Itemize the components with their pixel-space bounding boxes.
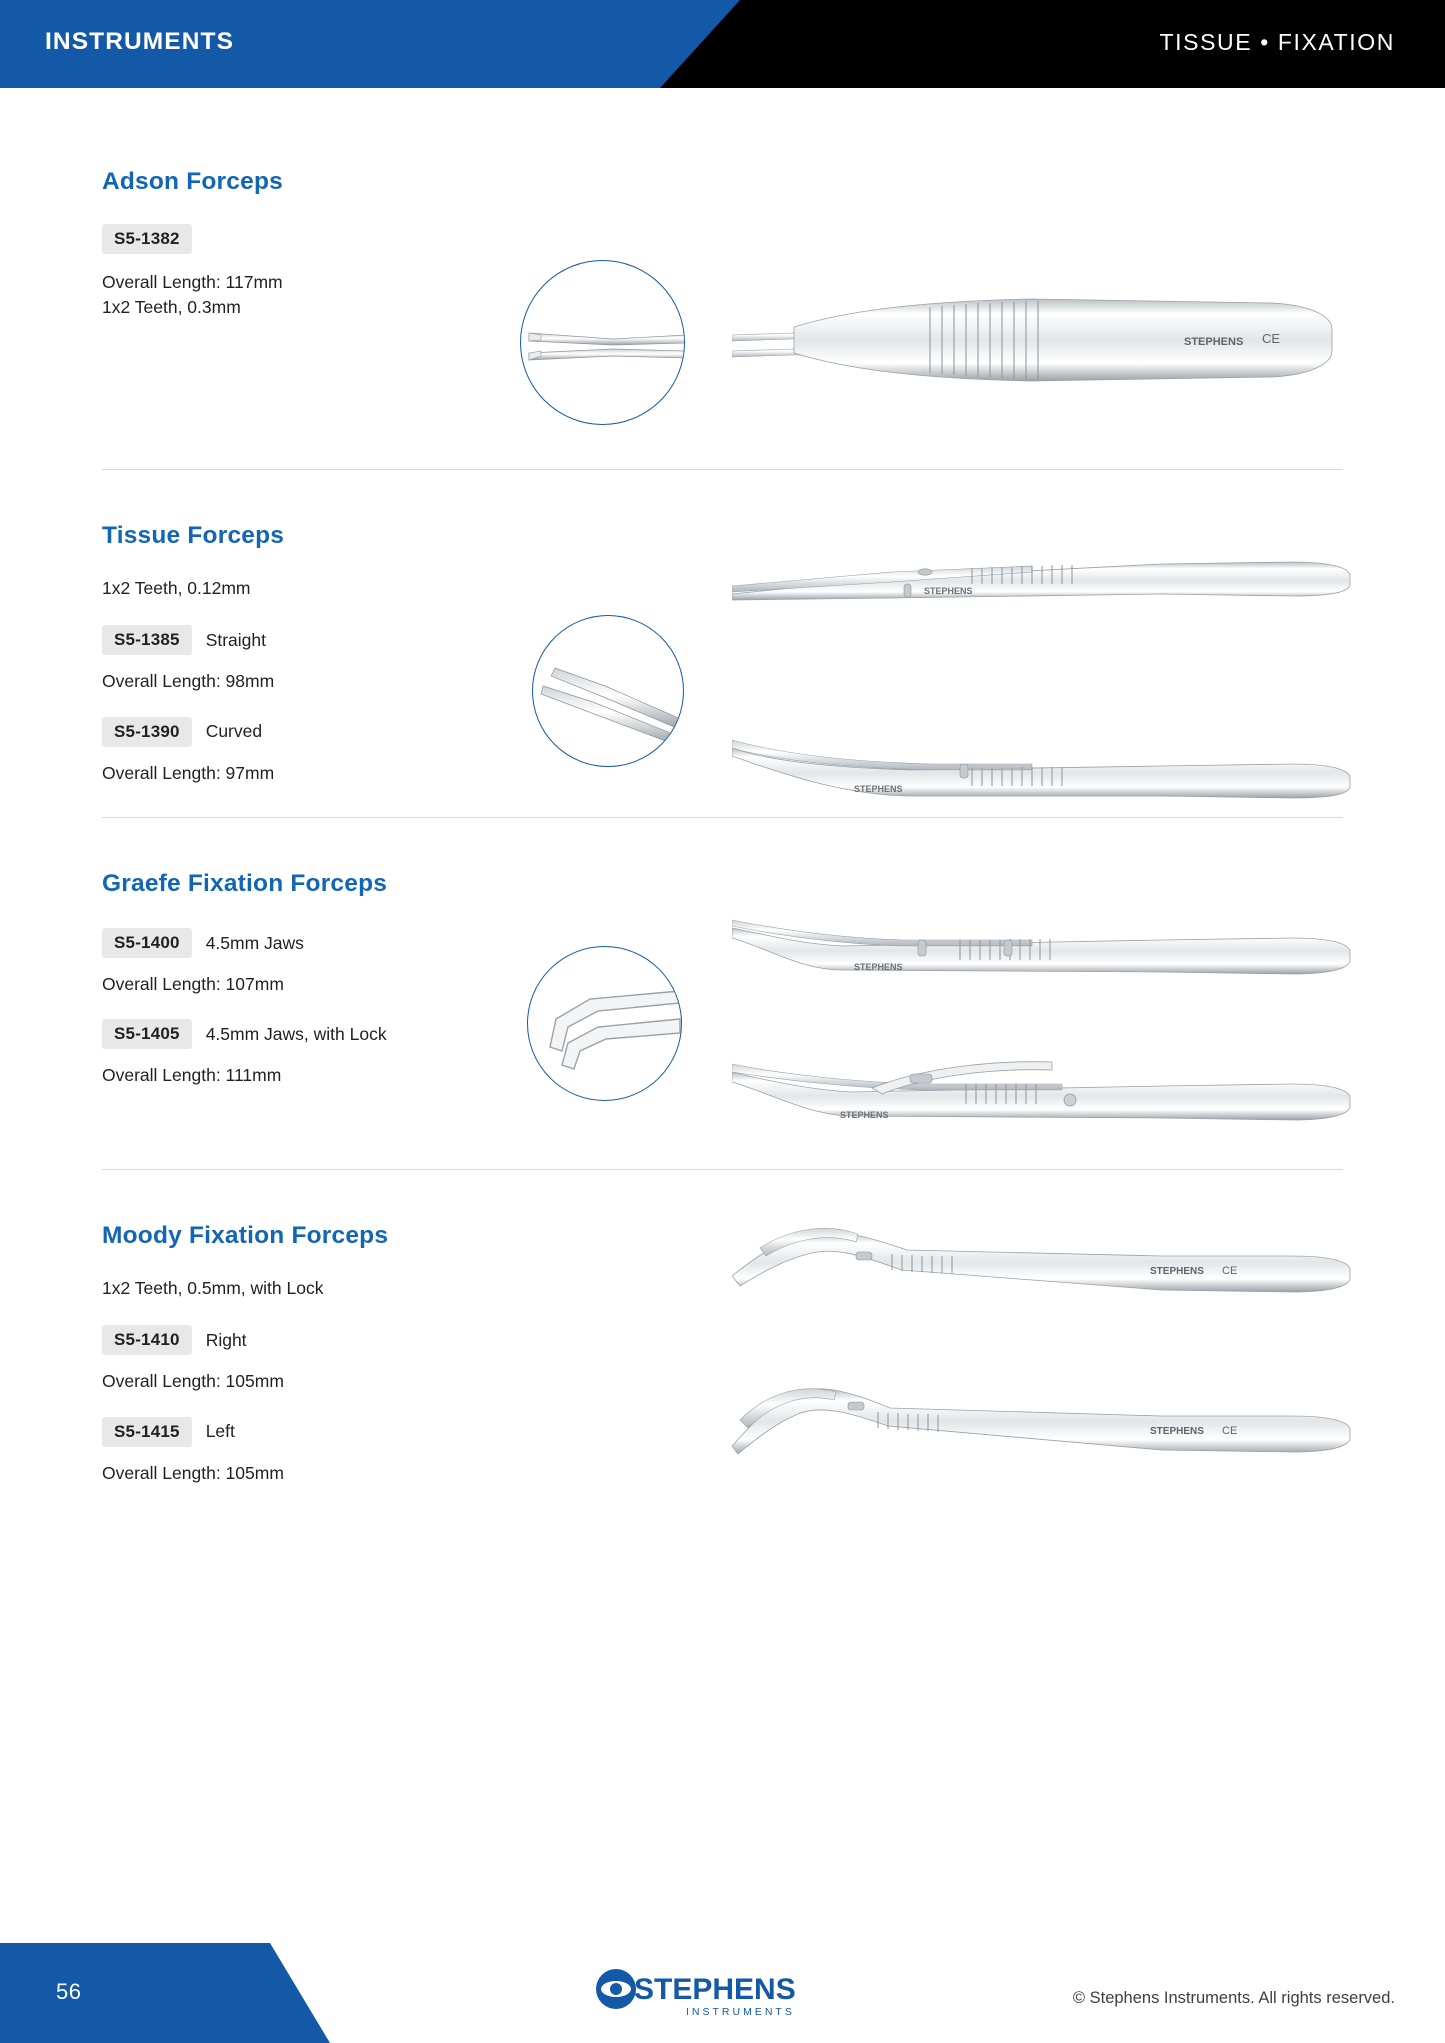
product-spec-length: Overall Length: 111mm <box>102 1065 282 1086</box>
section-subspec: 1x2 Teeth, 0.12mm <box>102 578 251 598</box>
product-code-badge: S5-1410 <box>102 1325 192 1355</box>
footer-copyright: © Stephens Instruments. All rights reserved. <box>1072 1989 1395 2007</box>
adson-forceps-illustration <box>732 273 1352 408</box>
product-code-badge: S5-1390 <box>102 717 192 747</box>
adson-left-column <box>102 88 502 321</box>
moody-left-column <box>102 1170 502 1486</box>
detail-callout-circle <box>520 260 685 425</box>
section-tissue-forceps <box>102 470 1343 818</box>
ce-mark-label: CE <box>1222 1425 1238 1437</box>
page-content <box>0 88 1445 1600</box>
section-title: Adson Forceps <box>102 168 283 195</box>
product-code-badge: S5-1385 <box>102 625 192 655</box>
svg-text:STEPHENS: STEPHENS <box>634 1973 796 2006</box>
section-subspec: 1x2 Teeth, 0.5mm, with Lock <box>102 1278 324 1298</box>
product-spec-length: Overall Length: 105mm <box>102 1462 284 1483</box>
section-graefe-fixation-forceps <box>102 818 1343 1170</box>
product-code-row <box>102 928 502 958</box>
product-code-desc: Straight <box>205 629 266 650</box>
product-code-row <box>102 1019 502 1049</box>
adson-tip-detail-icon <box>521 261 685 425</box>
product-spec-length: Overall Length: 117mm <box>102 272 283 292</box>
section-title: Tissue Forceps <box>102 522 285 549</box>
product-photo-s5-1382 <box>732 273 1352 408</box>
product-code-desc: Left <box>205 1421 235 1442</box>
product-code-row <box>102 625 502 655</box>
product-photo-s5-1410 <box>732 1212 1352 1312</box>
section-moody-fixation-forceps <box>102 1170 1343 1600</box>
product-code-badge: S5-1415 <box>102 1417 192 1447</box>
product-code-row <box>102 717 502 747</box>
moody-forceps-right-illustration <box>732 1212 1352 1312</box>
tissue-left-column <box>102 470 502 786</box>
detail-callout-circle <box>527 946 682 1101</box>
product-code-badge: S5-1400 <box>102 928 192 958</box>
footer-blue-wedge <box>0 1943 330 2043</box>
tissue-tip-detail-icon <box>533 616 684 767</box>
engraving-label: STEPHENS <box>1150 1266 1204 1277</box>
product-code-row <box>102 1417 502 1447</box>
engraving-label: STEPHENS <box>1184 336 1244 348</box>
ce-mark-label: CE <box>1262 331 1281 346</box>
product-code-desc: 4.5mm Jaws, with Lock <box>205 1023 387 1044</box>
section-adson-forceps <box>102 88 1343 470</box>
page-footer <box>0 1943 1445 2043</box>
product-spec-length: Overall Length: 105mm <box>102 1371 284 1392</box>
graefe-forceps-illustration <box>732 896 1352 996</box>
product-spec-length: Overall Length: 97mm <box>102 762 275 783</box>
header-left-title: INSTRUMENTS <box>45 28 235 55</box>
section-title: Moody Fixation Forceps <box>102 1222 389 1249</box>
engraving-label: STEPHENS <box>840 1110 889 1120</box>
graefe-tip-detail-icon <box>528 947 682 1101</box>
product-code-badge: S5-1382 <box>102 224 192 254</box>
product-code-desc: Right <box>205 1329 247 1350</box>
graefe-left-column <box>102 818 502 1089</box>
product-code-desc: Curved <box>205 721 263 742</box>
engraving-label: STEPHENS <box>1150 1426 1204 1437</box>
footer-logo <box>590 1963 850 2025</box>
header-right-title: TISSUE • FIXATION <box>1159 29 1395 55</box>
tissue-forceps-straight-illustration <box>732 542 1352 634</box>
engraving-label: STEPHENS <box>854 962 903 972</box>
product-spec-length: Overall Length: 98mm <box>102 671 275 692</box>
product-code-badge: S5-1405 <box>102 1019 192 1049</box>
svg-text:INSTRUMENTS: INSTRUMENTS <box>686 2006 795 2018</box>
product-code-row <box>102 1325 502 1355</box>
product-spec-length: Overall Length: 107mm <box>102 974 284 994</box>
ce-mark-label: CE <box>1222 1265 1238 1277</box>
product-photo-s5-1390 <box>732 718 1352 810</box>
page-number: 56 <box>56 1979 82 2004</box>
product-code-row <box>102 224 502 254</box>
product-spec-teeth: 1x2 Teeth, 0.3mm <box>102 297 241 318</box>
stephens-logo-icon <box>590 1963 850 2025</box>
product-code-desc: 4.5mm Jaws <box>205 932 304 953</box>
section-title: Graefe Fixation Forceps <box>102 870 388 897</box>
product-photo-s5-1405 <box>732 1028 1352 1138</box>
graefe-forceps-lock-illustration <box>732 1028 1352 1138</box>
moody-forceps-left-illustration <box>732 1362 1352 1472</box>
page-header <box>0 0 1445 88</box>
engraving-label: STEPHENS <box>924 586 973 596</box>
tissue-forceps-curved-illustration <box>732 718 1352 810</box>
engraving-label: STEPHENS <box>854 784 903 794</box>
product-photo-s5-1385 <box>732 542 1352 634</box>
product-photo-s5-1400 <box>732 896 1352 996</box>
product-photo-s5-1415 <box>732 1362 1352 1472</box>
detail-callout-circle <box>532 615 684 767</box>
